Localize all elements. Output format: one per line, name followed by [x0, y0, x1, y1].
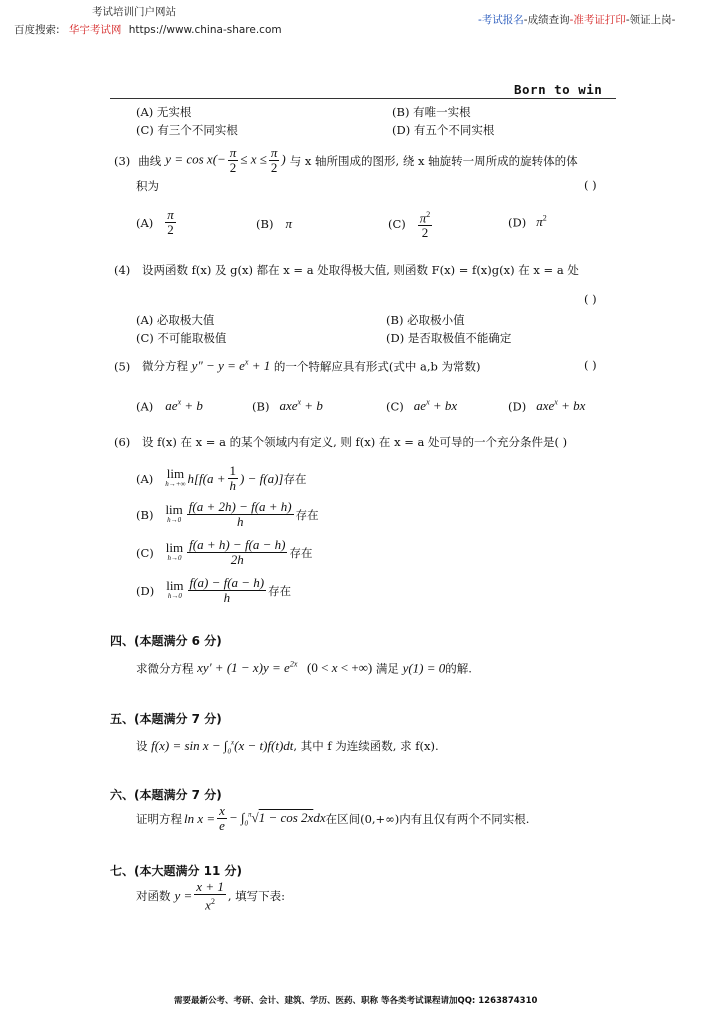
- baidu-search-line: [14, 22, 282, 37]
- q5-answer-paren: ( ): [584, 358, 597, 372]
- q3-option-a: (A) $\frac{\pi}{2}$: [136, 207, 174, 237]
- q3-option-d: (D) $\pi^2$: [508, 214, 547, 230]
- q4-text: 设两函数 f(x) 及 g(x) 都在 x = a 处取得极大值, 则函数 F(x) = f(x)g(x) 在 x = a 处: [141, 263, 579, 277]
- q3-option-b: (B) π: [256, 216, 292, 231]
- top-nav: [478, 12, 675, 27]
- q5-number: (5): [114, 359, 131, 374]
- q6-text: 设 f(x) 在 x = a 的某个领域内有定义, 则 f(x) 在 x = a 处可导的一个充分条件是( ): [141, 435, 568, 449]
- q6-option-a: (A) lim h→+∞ h[f(a + $\frac{1}{h}$ ) − f(a)] 存在: [136, 463, 307, 493]
- q3-formula: y = cos x(− $\frac{\pi}{2}$ ≤ x ≤ $\frac{\pi}{2}$ ): [165, 145, 286, 175]
- q6-question: [114, 434, 567, 450]
- q2-option-d: (D) 有五个不同实根: [392, 123, 495, 137]
- section-6-title: 六、(本题满分 7 分): [110, 788, 222, 802]
- motto: Born to win: [514, 82, 603, 97]
- section-7-title: 七、(本大题满分 11 分): [110, 864, 243, 878]
- q5-option-b: (B) axe$^x$ + b: [252, 398, 323, 414]
- nav-link-certificate[interactable]: -领证上岗-: [625, 14, 676, 26]
- q3-question: [114, 146, 578, 175]
- q3-number: (3): [114, 153, 131, 168]
- section-7-body: 对函数 y = $\frac{x + 1}{x^2}$ , 填写下表:: [136, 879, 286, 913]
- header-rule: [110, 98, 616, 99]
- q4-option-d: (D) 是否取极值不能确定: [386, 331, 512, 345]
- q2-option-b: (B) 有唯一实根: [392, 105, 471, 119]
- q3-text-pre: 曲线: [138, 153, 162, 168]
- nav-link-admission-ticket[interactable]: -准考证打印: [569, 14, 626, 26]
- site-name: 考试培训门户网站: [92, 6, 176, 18]
- q5-question: [114, 358, 481, 374]
- q5-option-a: (A) $ae^x + b$: [136, 398, 203, 414]
- footer-ad: 需要最新公考、考研、会计、建筑、学历、医药、职称 等各类考试课程请加QQ: 1263874310: [174, 996, 538, 1006]
- q4-option-b: (B) 必取极小值: [386, 313, 465, 327]
- q6-option-c: (C) lim h→0 $\frac{f(a + h) - f(a - h)}{2h}$ 存在: [136, 537, 313, 567]
- q3-answer-paren: ( ): [584, 178, 597, 192]
- q6-number: (6): [114, 435, 131, 449]
- nav-link-register[interactable]: -考试报名: [478, 14, 524, 26]
- q4-option-c: (C) 不可能取极值: [136, 331, 227, 345]
- nav-link-scores[interactable]: -成绩查询: [523, 14, 570, 26]
- q2-option-a: (A) 无实根: [136, 105, 192, 119]
- q6-option-d: (D) lim h→0 $\frac{f(a) - f(a - h)}{h}$ 存在: [136, 575, 292, 605]
- q3-option-c: (C) $\frac{\pi^2}{2}$: [388, 210, 431, 241]
- q5-option-c: (C) $ae^x$ + bx: [386, 398, 458, 414]
- site-url[interactable]: https://www.china-share.com: [128, 24, 282, 36]
- q5-option-d: (D) axe$^x$ + bx: [508, 398, 586, 414]
- q4-question: [114, 262, 579, 278]
- q3-text-post: 与 x 轴所围成的图形, 绕 x 轴旋转一周所成的旋转体的体: [289, 153, 578, 168]
- q4-option-a: (A) 必取极大值: [136, 313, 215, 327]
- baidu-keyword-link[interactable]: 华宇考试网: [68, 24, 122, 36]
- section-4-body: 求微分方程 $xy' + (1 - x)y = e^{2x}$ (0 < x < +∞) 满足 y(1) = 0的解.: [136, 660, 472, 676]
- q3-text-line2: 积为: [136, 179, 159, 193]
- section-6-body: 证明方程 ln x = $\frac{x}{e}$ − $\int_0^\pi√1 - \cos 2xdx$ 在区间(0,+∞)内有且仅有两个不同实根.: [136, 803, 530, 833]
- q4-number: (4): [114, 263, 131, 277]
- section-4-title: 四、(本题满分 6 分): [110, 634, 222, 648]
- baidu-label: 百度搜索:: [14, 24, 60, 36]
- section-5-title: 五、(本题满分 7 分): [110, 712, 222, 726]
- section-5-body: 设 $f(x) = \sin x - \int_0^x(x - t)f(t)dt$, 其中 f 为连续函数, 求 f(x).: [136, 738, 439, 756]
- q4-answer-paren: ( ): [584, 292, 597, 306]
- q2-option-c: (C) 有三个不同实根: [136, 123, 238, 137]
- q6-option-b: (B) lim h→0 $\frac{f(a + 2h) - f(a + h)}{h}$ 存在: [136, 499, 319, 529]
- q5-formula: $y'' - y = e^x + 1$: [191, 358, 271, 374]
- q5-text-post: 的一个特解应具有形式(式中 a,b 为常数): [273, 359, 481, 374]
- q5-text-pre: 微分方程: [141, 359, 188, 374]
